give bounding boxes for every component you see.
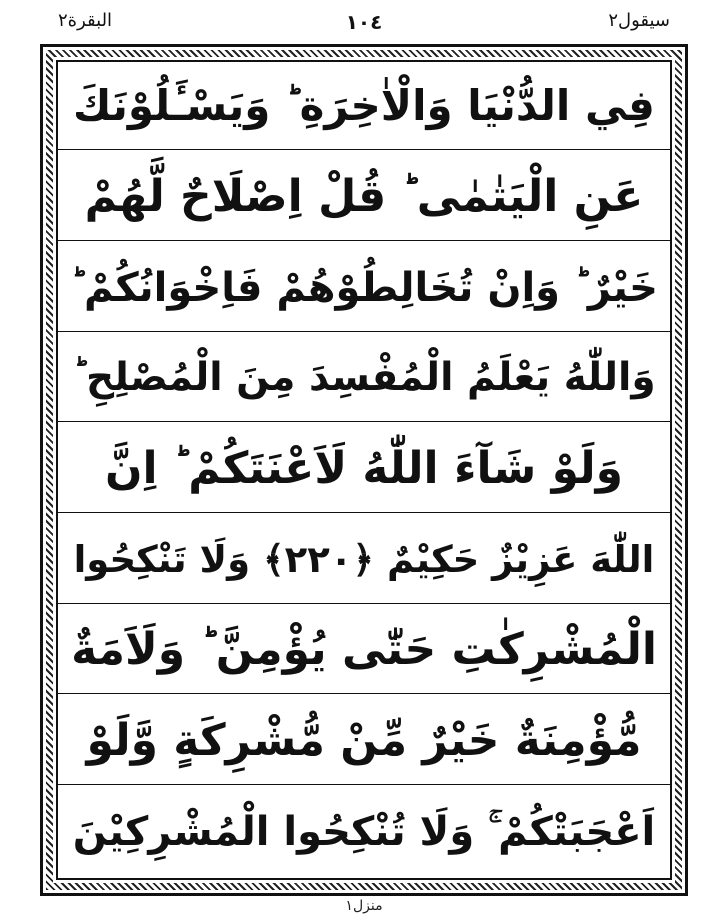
manzil-footer: منزل١ bbox=[345, 898, 383, 914]
verse-line bbox=[58, 62, 670, 150]
verse-line-text: وَاللّٰهُ يَعْلَمُ الْمُفْسِدَ مِنَ الْمُصْلِحِ ؕ bbox=[72, 355, 656, 400]
verse-line-text: اللّٰهَ عَزِيْزٌ حَكِيْمٌ ﴿٢٢٠﴾ وَلَا تَنْكِحُوا bbox=[73, 538, 655, 581]
verse-line-text: خَيْرٌ ؕ وَاِنْ تُخَالِطُوْهُمْ فَاِخْوَانُكُمْ ؕ bbox=[70, 264, 658, 311]
verse-lines bbox=[58, 62, 670, 878]
verse-line bbox=[58, 334, 670, 422]
verse-line bbox=[58, 244, 670, 332]
verse-line-text: اَعْجَبَتْكُمْ ۚ وَلَا تُنْكِحُوا الْمُشْرِكِيْنَ bbox=[72, 809, 656, 855]
verse-line bbox=[58, 425, 670, 513]
verse-line bbox=[58, 153, 670, 241]
verse-line bbox=[58, 606, 670, 694]
verse-line bbox=[58, 788, 670, 876]
verse-line bbox=[58, 697, 670, 785]
verse-line bbox=[58, 516, 670, 604]
verse-line-text: عَنِ الْيَتٰمٰى ؕ قُلْ اِصْلَاحٌ لَّهُمْ bbox=[84, 171, 644, 222]
verse-line-text: مُّؤْمِنَةٌ خَيْرٌ مِّنْ مُّشْرِكَةٍ وَّلَوْ bbox=[86, 715, 642, 766]
verse-line-text: الْمُشْرِكٰتِ حَتّٰى يُؤْمِنَّ ؕ وَلَاَمَةٌ bbox=[71, 624, 657, 675]
page-header bbox=[0, 0, 728, 44]
surah-name-label: البقرة٢ bbox=[58, 10, 113, 31]
page-number: ١٠٤ bbox=[345, 10, 383, 34]
verse-line-text: وَلَوْ شَآءَ اللّٰهُ لَاَعْنَتَكُمْ ؕ اِنَّ bbox=[104, 443, 624, 494]
verse-line-text: فِي الدُّنْيَا وَالْاٰخِرَةِ ؕ وَيَسْـَٔلُوْنَكَ bbox=[73, 81, 655, 130]
juz-name-label: سيقول٢ bbox=[608, 10, 670, 31]
